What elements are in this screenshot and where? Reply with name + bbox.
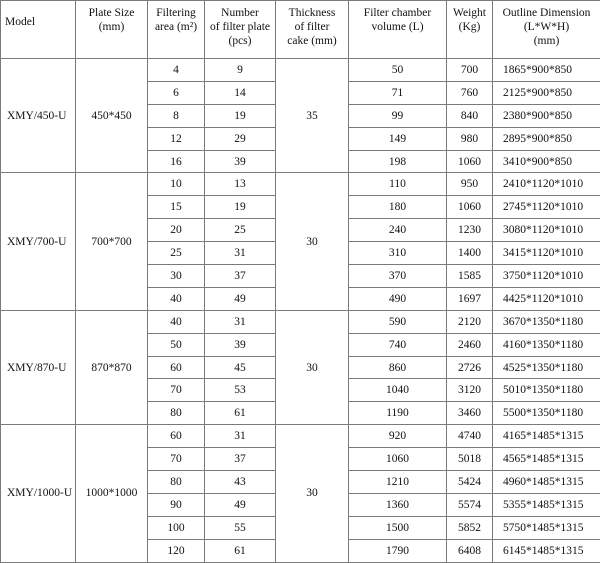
filtering-area-cell: 4 [148,59,205,82]
weight-cell: 1697 [447,287,493,310]
filtering-area-cell: 20 [148,219,205,242]
filtering-area-cell: 10 [148,173,205,196]
chamber-volume-cell: 50 [349,59,447,82]
weight-cell: 3460 [447,402,493,425]
chamber-volume-cell: 1190 [349,402,447,425]
header-row [1,1,600,59]
chamber-volume-cell: 1360 [349,493,447,516]
filter-plates-cell: 13 [205,173,276,196]
filter-plates-cell: 29 [205,127,276,150]
table-row [1,425,600,448]
model-cell: XMY/700-U [1,173,76,310]
outline-dimension-cell: 3415*1120*1010 [493,242,600,265]
filtering-area-cell: 80 [148,471,205,494]
filter-plates-cell: 53 [205,379,276,402]
header-filtering-area: Filtering area (m²) [148,1,205,59]
outline-dimension-cell: 1865*900*850 [493,59,600,82]
filter-plates-cell: 61 [205,402,276,425]
chamber-volume-cell: 1060 [349,448,447,471]
chamber-volume-cell: 370 [349,265,447,288]
plate-size-cell: 450*450 [76,59,148,173]
filter-plates-cell: 31 [205,310,276,333]
weight-cell: 5852 [447,516,493,539]
chamber-volume-cell: 740 [349,333,447,356]
header-model: Model [1,1,76,59]
outline-dimension-cell: 3410*900*850 [493,150,600,173]
header-outline-dimension: Outline Dimension (L*W*H) (mm) [493,1,600,59]
weight-cell: 3120 [447,379,493,402]
filter-plates-cell: 31 [205,242,276,265]
filtering-area-cell: 100 [148,516,205,539]
chamber-volume-cell: 920 [349,425,447,448]
filter-plates-cell: 19 [205,104,276,127]
table-row [1,173,600,196]
plate-size-cell: 870*870 [76,310,148,424]
filtering-area-cell: 70 [148,448,205,471]
weight-cell: 840 [447,104,493,127]
plate-size-cell: 700*700 [76,173,148,310]
filter-plates-cell: 14 [205,81,276,104]
chamber-volume-cell: 1210 [349,471,447,494]
chamber-volume-cell: 1500 [349,516,447,539]
chamber-volume-cell: 1040 [349,379,447,402]
cake-thickness-cell: 35 [276,59,349,173]
table-row [1,59,600,82]
filter-plates-cell: 61 [205,539,276,562]
filter-plates-cell: 49 [205,493,276,516]
filtering-area-cell: 60 [148,356,205,379]
weight-cell: 760 [447,81,493,104]
outline-dimension-cell: 5750*1485*1315 [493,516,600,539]
filtering-area-cell: 15 [148,196,205,219]
table-row [1,310,600,333]
chamber-volume-cell: 110 [349,173,447,196]
outline-dimension-cell: 3750*1120*1010 [493,265,600,288]
outline-dimension-cell: 4525*1350*1180 [493,356,600,379]
plate-size-cell: 1000*1000 [76,425,148,562]
outline-dimension-cell: 4425*1120*1010 [493,287,600,310]
weight-cell: 5018 [447,448,493,471]
filtering-area-cell: 80 [148,402,205,425]
chamber-volume-cell: 149 [349,127,447,150]
weight-cell: 5574 [447,493,493,516]
cake-thickness-cell: 30 [276,173,349,310]
filter-plates-cell: 49 [205,287,276,310]
filter-plates-cell: 55 [205,516,276,539]
header-cake-thickness: Thickness of filter cake (mm) [276,1,349,59]
filtering-area-cell: 60 [148,425,205,448]
filtering-area-cell: 40 [148,287,205,310]
filtering-area-cell: 12 [148,127,205,150]
outline-dimension-cell: 5010*1350*1180 [493,379,600,402]
filtering-area-cell: 30 [148,265,205,288]
outline-dimension-cell: 6145*1485*1315 [493,539,600,562]
filtering-area-cell: 16 [148,150,205,173]
filter-plates-cell: 37 [205,265,276,288]
weight-cell: 4740 [447,425,493,448]
outline-dimension-cell: 5355*1485*1315 [493,493,600,516]
chamber-volume-cell: 180 [349,196,447,219]
filtering-area-cell: 90 [148,493,205,516]
chamber-volume-cell: 240 [349,219,447,242]
chamber-volume-cell: 1790 [349,539,447,562]
weight-cell: 980 [447,127,493,150]
spec-table-body [1,59,600,563]
filtering-area-cell: 25 [148,242,205,265]
filter-plates-cell: 19 [205,196,276,219]
weight-cell: 1400 [447,242,493,265]
outline-dimension-cell: 2380*900*850 [493,104,600,127]
outline-dimension-cell: 4960*1485*1315 [493,471,600,494]
filtering-area-cell: 8 [148,104,205,127]
weight-cell: 1060 [447,150,493,173]
model-cell: XMY/870-U [1,310,76,424]
filter-plates-cell: 39 [205,150,276,173]
weight-cell: 1585 [447,265,493,288]
header-weight: Weight (Kg) [447,1,493,59]
filtering-area-cell: 6 [148,81,205,104]
weight-cell: 5424 [447,471,493,494]
filter-plates-cell: 25 [205,219,276,242]
outline-dimension-cell: 4165*1485*1315 [493,425,600,448]
header-chamber-volume: Filter chamber volume (L) [349,1,447,59]
filtering-area-cell: 40 [148,310,205,333]
outline-dimension-cell: 4565*1485*1315 [493,448,600,471]
weight-cell: 950 [447,173,493,196]
chamber-volume-cell: 310 [349,242,447,265]
filter-plates-cell: 39 [205,333,276,356]
filter-plates-cell: 31 [205,425,276,448]
outline-dimension-cell: 2125*900*850 [493,81,600,104]
weight-cell: 700 [447,59,493,82]
chamber-volume-cell: 490 [349,287,447,310]
filter-plates-cell: 43 [205,471,276,494]
filter-plates-cell: 37 [205,448,276,471]
filtering-area-cell: 50 [148,333,205,356]
outline-dimension-cell: 4160*1350*1180 [493,333,600,356]
weight-cell: 2726 [447,356,493,379]
chamber-volume-cell: 71 [349,81,447,104]
cake-thickness-cell: 30 [276,310,349,424]
weight-cell: 6408 [447,539,493,562]
outline-dimension-cell: 3080*1120*1010 [493,219,600,242]
outline-dimension-cell: 5500*1350*1180 [493,402,600,425]
cake-thickness-cell: 30 [276,425,349,562]
filter-plates-cell: 9 [205,59,276,82]
header-filter-plates: Number of filter plate (pcs) [205,1,276,59]
outline-dimension-cell: 2895*900*850 [493,127,600,150]
filter-plates-cell: 45 [205,356,276,379]
outline-dimension-cell: 2745*1120*1010 [493,196,600,219]
weight-cell: 1230 [447,219,493,242]
model-cell: XMY/450-U [1,59,76,173]
chamber-volume-cell: 860 [349,356,447,379]
filtering-area-cell: 120 [148,539,205,562]
outline-dimension-cell: 3670*1350*1180 [493,310,600,333]
weight-cell: 2460 [447,333,493,356]
weight-cell: 1060 [447,196,493,219]
outline-dimension-cell: 2410*1120*1010 [493,173,600,196]
weight-cell: 2120 [447,310,493,333]
header-plate-size: Plate Size (mm) [76,1,148,59]
chamber-volume-cell: 198 [349,150,447,173]
chamber-volume-cell: 590 [349,310,447,333]
model-cell: XMY/1000-U [1,425,76,562]
chamber-volume-cell: 99 [349,104,447,127]
filtering-area-cell: 70 [148,379,205,402]
